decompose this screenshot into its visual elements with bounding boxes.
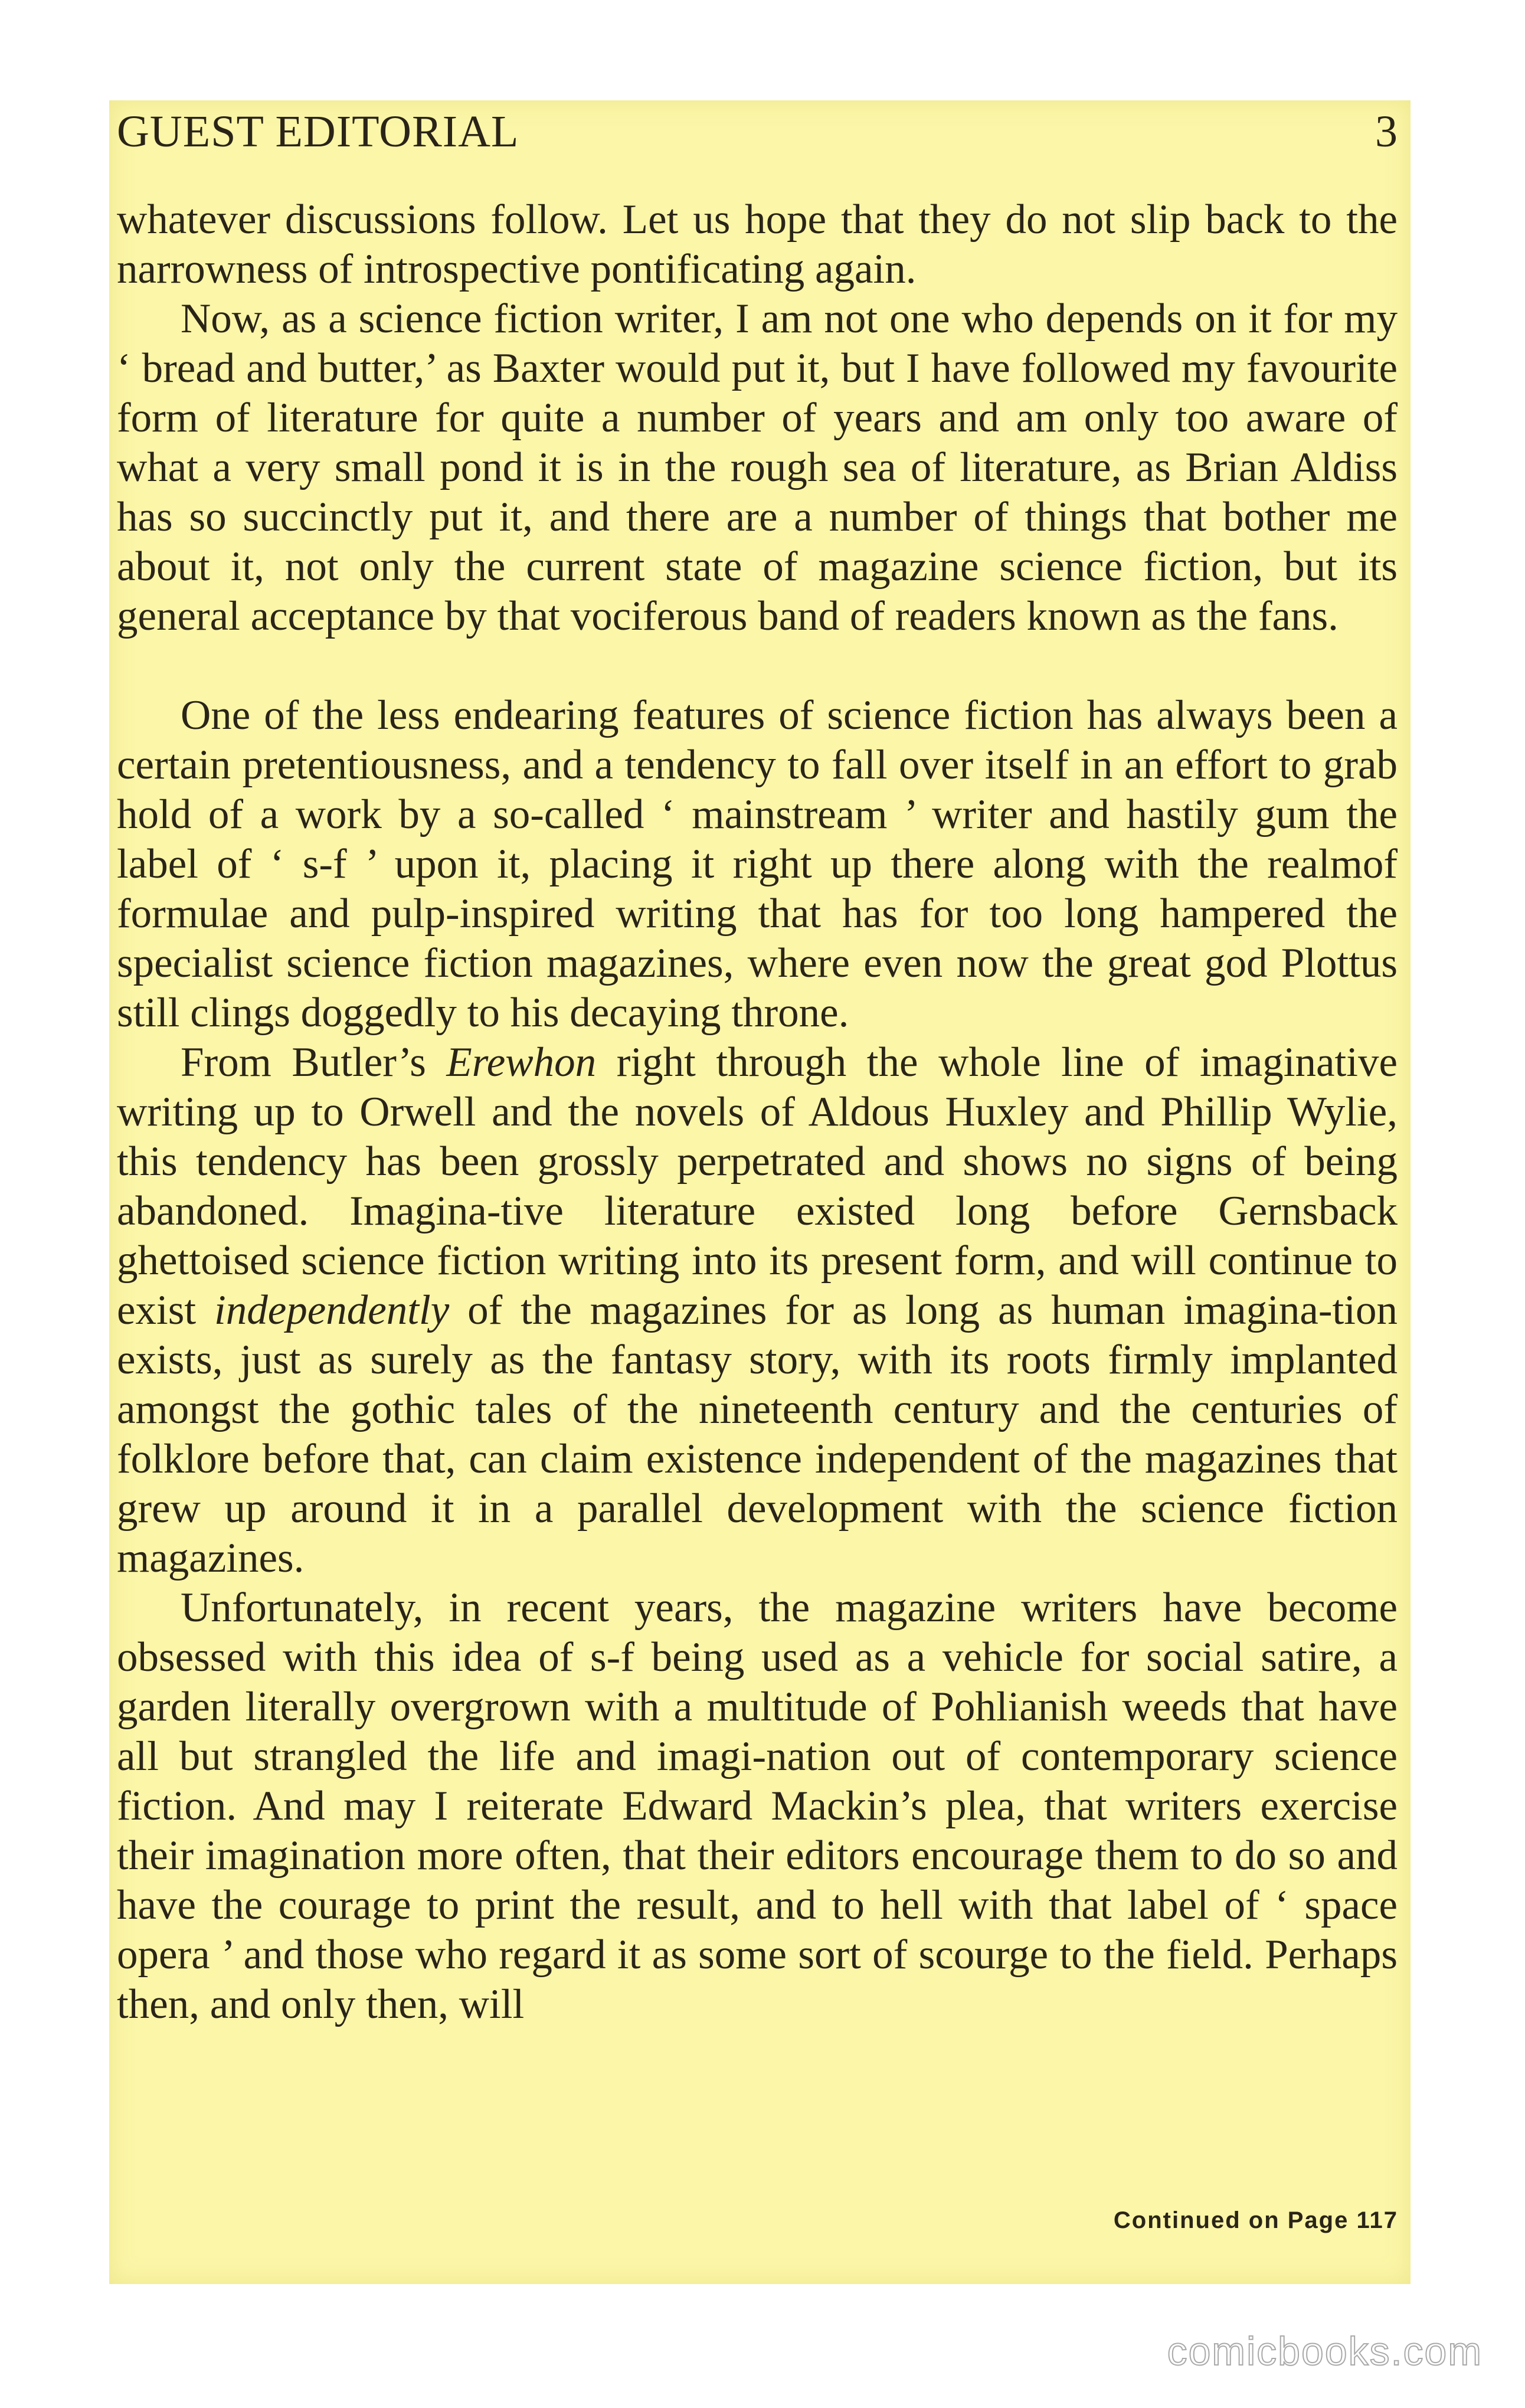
paragraph-4 xyxy=(117,1038,1398,1583)
emphasis-independently: independently xyxy=(214,1287,450,1333)
paragraph-2 xyxy=(117,294,1398,641)
page-number: 3 xyxy=(1375,107,1398,156)
paragraph-5-text: Unfortunately, in recent years, the magazine writers have become obsessed with this idea of s-f being used as a vehicle for social satire, a garden literally overgrown with a multitude of Pohlianish weeds that have all but strangled the life and imagi-nation out of contemporary science fiction. And may I reiterate Edward Mackin’s plea, that writers exercise their imagination more often, that their editors encourage them to do so and have the courage to print the result, and to hell with that label of ‘ space opera ’ and those who regard it as some sort of scourge to the field. Perhaps then, and only then, will xyxy=(117,1585,1398,2027)
article-body xyxy=(117,195,1398,2029)
paragraph-3 xyxy=(117,691,1398,1038)
paragraph-1 xyxy=(117,195,1398,294)
running-head xyxy=(117,99,1398,164)
paragraph-5 xyxy=(117,1583,1398,2029)
paragraph-1-text: whatever discussions follow. Let us hope that they do not slip back to the narrowness of introspective pontificating again. xyxy=(117,197,1398,292)
watermark-logo: comicbooks.com xyxy=(1167,2329,1483,2374)
paragraph-3-text: One of the less endearing features of science fiction has always been a certain pretentiousness, and a tendency to fall over itself in an effort to grab hold of a work by a so-called ‘ mainstream ’ writer and hastily gum the label of ‘ s-f ’ upon it, placing it right up there along with the realmof formulae and pulp-inspired writing that has for too long hampered the specialist science fiction magazines, where even now the great god Plottus still clings doggedly to his decaying throne. xyxy=(117,692,1398,1036)
paragraph-4-text-end: of the magazines for as long as human imagina-tion exists, just as surely as the fantasy story, with its roots firmly implanted amongst the gothic tales of the nineteenth century and the centuries of folklore before that, can claim existence independent of the magazines that grew up around it in a parallel development with the science fiction magazines. xyxy=(117,1287,1398,1581)
section-title: GUEST EDITORIAL xyxy=(117,107,519,156)
paragraph-4-text-after: right through the whole line of imaginative writing up to Orwell and the novels of Aldous Huxley and Phillip Wylie, this tendency has been grossly perpetrated and shows no signs of being abandoned. Imagina-tive literature existed long before Gernsback ghettoised science fiction writing into its present form, and will continue to exist xyxy=(117,1039,1398,1333)
continued-note: Continued on Page 117 xyxy=(1113,2207,1398,2233)
paragraph-2-text: Now, as a science fiction writer, I am not one who depends on it for my ‘ bread and butter,’ as Baxter would put it, but I have followed my favourite form of literature for quite a number of years and am only too aware of what a very small pond it is in the rough sea of literature, as Brian Aldiss has so succinctly put it, and there are a number of things that bother me about it, not only the current state of magazine science fiction, but its general acceptance by that vociferous band of readers known as the fans. xyxy=(117,296,1398,639)
paragraph-4-text-before: From Butler’s xyxy=(181,1039,447,1085)
book-title-erewhon: Erewhon xyxy=(446,1039,597,1085)
